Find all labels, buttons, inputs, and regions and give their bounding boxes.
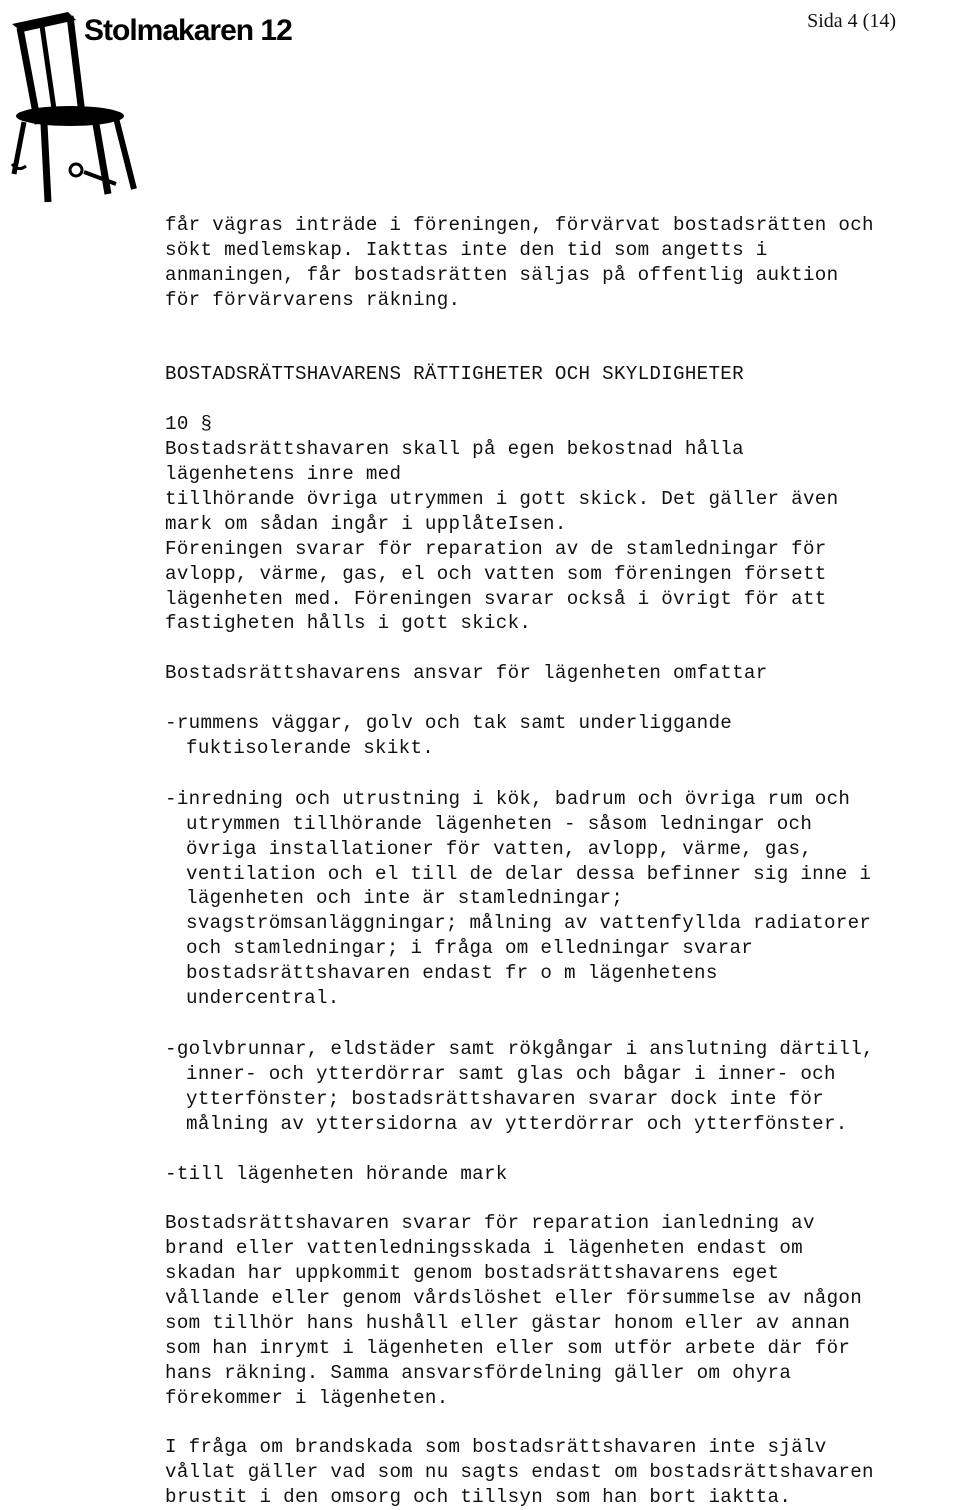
text-line: ytterfönster; bostadsrättshavaren svarar dock inte för xyxy=(186,1087,824,1110)
text-line: Föreningen svarar för reparation av de stamledningar för xyxy=(165,537,827,560)
text-line: vållat gäller vad som nu sagts endast om bostadsrättshavaren xyxy=(165,1461,874,1484)
list-item xyxy=(165,711,960,761)
list-item: -till lägenheten hörande mark xyxy=(165,1162,508,1185)
text-line: -inredning och utrustning i kök, badrum och övriga rum och xyxy=(165,787,851,810)
text-line: lägenheten och inte är stamledningar; xyxy=(186,887,624,910)
text-line: brand eller vattenledningsskada i lägenheten endast om xyxy=(165,1237,803,1260)
text-line: bostadsrättshavaren endast fr o m lägenhetens xyxy=(186,962,718,985)
text-line: lägenheten med. Föreningen svarar också i övrigt för att xyxy=(165,587,827,610)
logo xyxy=(4,4,304,204)
svg-text:Stolmakaren 12: Stolmakaren 12 xyxy=(84,14,292,47)
text-line: får vägras inträde i föreningen, förvärvat bostadsrätten och xyxy=(165,214,874,236)
text-line: skadan har uppkommit genom bostadsrättshavarens eget xyxy=(165,1262,780,1285)
paragraph-3 xyxy=(165,1211,960,1410)
text-line: övriga installationer för vatten, avlopp, värme, gas, xyxy=(186,837,813,860)
chair-logo-icon xyxy=(4,4,304,204)
text-line: utrymmen tillhörande lägenheten - såsom ledningar och xyxy=(186,812,813,835)
text-line: fuktisolerande skikt. xyxy=(186,736,435,759)
text-line: lägenhetens inre med xyxy=(165,463,402,486)
text-line: inner- och ytterdörrar samt glas och bågar i inner- och xyxy=(186,1062,836,1085)
text-line: för förvärvarens räkning. xyxy=(165,288,461,311)
text-line: fastigheten hålls i gott skick. xyxy=(165,612,532,635)
text-line: målning av yttersidorna av ytterdörrar och ytterfönster. xyxy=(186,1112,848,1135)
text-line: Bostadsrättshavaren skall på egen bekostnad hålla xyxy=(165,438,744,461)
text-line: mark om sådan ingår i upplåteIsen. xyxy=(165,512,567,535)
section-heading: BOSTADSRÄTTSHAVARENS RÄTTIGHETER OCH SKYLDIGHETER xyxy=(165,363,744,386)
text-line: som tillhör hans hushåll eller gästar honom eller av annan xyxy=(165,1311,851,1334)
page-number: Sida 4 (14) xyxy=(807,10,896,32)
text-line: -rummens väggar, golv och tak samt underliggande xyxy=(165,712,733,735)
text-line: tillhörande övriga utrymmen i gott skick. Det gäller även xyxy=(165,487,839,510)
text-line: I fråga om brandskada som bostadsrättshavaren inte själv xyxy=(165,1436,827,1459)
text-line: och stamledningar; i fråga om elledningar svarar xyxy=(186,937,754,960)
paragraph-2: Bostadsrättshavarens ansvar för lägenheten omfattar xyxy=(165,662,768,685)
text-line: ventilation och el till de delar dessa befinner sig inne i xyxy=(186,862,872,885)
text-line: -golvbrunnar, eldstäder samt rökgångar i anslutning därtill, xyxy=(165,1038,874,1061)
text-line: som han inrymt i lägenheten eller som utför arbete där för xyxy=(165,1336,851,1359)
text-line: anmaningen, får bostadsrätten säljas på offentlig auktion xyxy=(165,263,839,286)
text-line: svagströmsanläggningar; målning av vattenfyllda radiatorer xyxy=(186,912,872,935)
list-item xyxy=(165,1037,960,1137)
document-body xyxy=(165,213,960,1510)
text-line: avlopp, värme, gas, el och vatten som föreningen försett xyxy=(165,562,827,585)
text-line: brustit i den omsorg och tillsyn som han bort iaktta. xyxy=(165,1486,792,1509)
text-line: Bostadsrättshavaren svarar för reparation ianledning av xyxy=(165,1212,815,1235)
text-line: förekommer i lägenheten. xyxy=(165,1386,449,1409)
text-line: undercentral. xyxy=(186,987,340,1010)
paragraph-1 xyxy=(165,437,960,636)
text-line: vållande eller genom vårdslöshet eller försummelse av någon xyxy=(165,1287,863,1310)
section-number: 10 § xyxy=(165,413,213,436)
paragraph-4 xyxy=(165,1435,960,1510)
list-item xyxy=(165,787,960,1011)
intro-paragraph xyxy=(165,213,960,313)
text-line: sökt medlemskap. Iakttas inte den tid som angetts i xyxy=(165,238,768,261)
text-line: hans räkning. Samma ansvarsfördelning gäller om ohyra xyxy=(165,1361,792,1384)
